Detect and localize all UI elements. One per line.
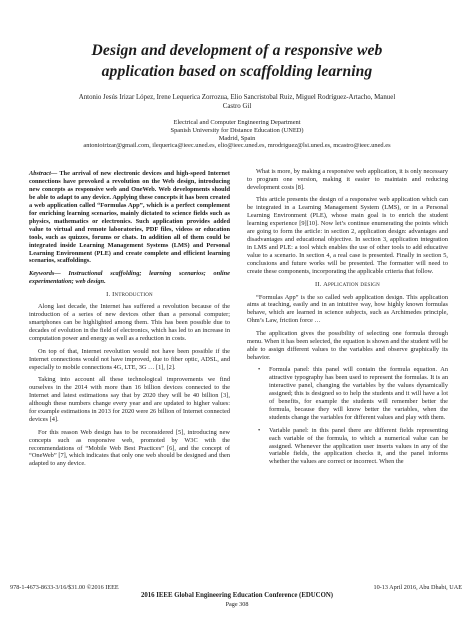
left-column <box>29 170 230 473</box>
intro-paragraph-1: Along last decade, the Internet has suffered a revolution because of the introduction of a series of new devices other than a personal computer; smartphones can be highlighted among them. This has been possible due to decades of evolution in the field of electronics, which has led to an increase in computation power and energy as well as a reduction in costs. <box>29 303 230 343</box>
section-heading-introduction: I. Introduction <box>106 290 153 298</box>
keywords-label: Keywords— <box>29 270 61 278</box>
intro-paragraph-5: What is more, by making a responsive web application, it is only necessary to program one version, making it easier to maintain and reducing development costs [8]. <box>247 168 448 191</box>
affiliation-city: Madrid, Spain <box>218 134 256 142</box>
conference-name: 2016 IEEE Global Engineering Education Conference (EDUCON) <box>140 592 334 599</box>
affiliation-university: Spanish University for Distance Education (UNED) <box>170 126 304 134</box>
footer-isbn: 978-1-4673-8633-3/16/$31.00 ©2016 IEEE <box>10 584 119 591</box>
bullet-icon: • <box>258 366 261 374</box>
footer-location: 10-13 April 2016, Abu Dhabi, UAE <box>373 584 462 591</box>
intro-paragraph-4: For this reason Web design has to be reconsidered [5], introducing new concepts such as responsive web, promoted by W3C with the recommendations of “Mobile Web Best Practices” [6], and the concept of “OneWeb” [7], which indicates that only one web should be designed and then adapted to any device. <box>29 428 230 468</box>
list-item <box>247 366 448 422</box>
affiliation-emails: antonioirizar@gmail.com, ilequerica@ieec.uned.es, elio@ieec.uned.es, mrodriguez@lsi.uned.es, mcastro@ieec.uned.es <box>83 142 391 150</box>
section-heading-application-design: II. Application design <box>315 280 380 288</box>
affiliation-department: Electrical and Computer Engineering Department <box>173 119 301 126</box>
author-list <box>20 93 454 111</box>
right-column <box>247 168 448 471</box>
list-item-text: Variable panel: in this panel there are different fields representing each variable of the formula, to which a numerical value can be assigned. Whenever the application user inserts values in any of the variable fields, the application checks it, and the panel informs whether the values are correct or incorrect. When the <box>269 426 448 466</box>
authors-line-2: Castro Gil <box>222 103 252 111</box>
affiliation <box>20 119 454 150</box>
keywords-text: Instructional scaffolding; learning scenarios; online experimentation; web design. <box>29 270 230 285</box>
paper-title <box>20 40 454 82</box>
design-paragraph-2: The application gives the possibility of selecting one formula through menu. When it has been selected, the equation is shown and the student will be able to assign different values to the variables and observe graphically its behavior. <box>247 329 448 361</box>
authors-line-1: Antonio Jesús Irizar López, Irene Lequerica Zorrozua, Elio Sancristobal Ruiz, Miguel Rodríguez-Artacho, Manuel <box>78 94 396 101</box>
keywords <box>29 270 230 286</box>
list-item-text: Formula panel: this panel will contain the formula equation. An attractive typography has been used to represent the formulas. It is an interactive panel, changing the variables by the values dynamically assigned; this is designed so to help the students and it will have a lot of benefits, for example the students will remember better the formula, because they will know better the variables, when the students change the variables for different values and play with them. <box>269 366 448 422</box>
page-number: Page 308 <box>225 601 249 608</box>
intro-paragraph-2: On top of that, Internet revolution would not have been possible if the Internet connections would not have improved, due to fiber optic, ADSL, and especially to mobile connections 4G, LTE, 3G … [1], [2]. <box>29 347 230 371</box>
bullet-icon: • <box>258 426 261 434</box>
panel-list <box>247 366 448 466</box>
abstract-label: Abstract— <box>29 170 58 177</box>
title-line-2: application based on scaffolding learning <box>101 63 373 80</box>
abstract-text: The arrival of new electronic devices and high-speed Internet connections have provoked a revolution on the Web design, introducing new concepts as responsive web and OneWeb. Web developments should be able to adapt to any device. Applying these concepts it has been created a web application called “Formulas App”, which is a perfect complement for enriching learning scenarios, mainly dictated to science fields such as physics, mathematics or electronics. Such application provides added value to virtual and remote laboratories, PDF files, videos or education tools, such as quizzes, forums or chats. In addition all of them could be integrated inside Learning Management Systems (LMS) and Personal Learning Environment (PLE) and create complete and efficient learning scenarios, scaffoldings. <box>29 170 230 265</box>
title-line-1: Design and development of a responsive web <box>91 42 383 59</box>
intro-paragraph-6: This article presents the design of a responsive web application which can be integrated in a Learning Management System (LMS), or in a Personal Learning Environment (PLE), whose main goal is to enrich the student learning experience [9][10]. Now let’s continue enumerating the points which are going to form the article: in section 2, application design: advantages and disadvantages and educational objective. In section 3, application integration in LMS and PLE: a tool which enables the use of other tools to add educative value to a scenario. In section 4, a real case is presented. Finally in section 5, conclusions and future works will be presented. The formatter will need to create these components, incorporating the applicable criteria that follow. <box>247 196 448 276</box>
abstract <box>29 170 230 265</box>
design-paragraph-1: “Formulas App” is the so called web application design. This application aims at teaching, easily and in an intuitive way, how highly known formulas behave, which are learned in science subjects, such as Archimedes principle, Ohm’s Law, friction force … <box>247 293 448 325</box>
list-item <box>247 427 448 467</box>
intro-paragraph-3: Taking into account all these technological improvements we find ourselves in the 2014 with more than 16 billion devices connected to the Internet and latest estimations say that by 2020 they will be 40 billion [3], although these numbers change every year and are updated to higher values: for example estimations in 2013 for 2020 were 26 billion of Internet connected devices [4]. <box>29 376 230 424</box>
